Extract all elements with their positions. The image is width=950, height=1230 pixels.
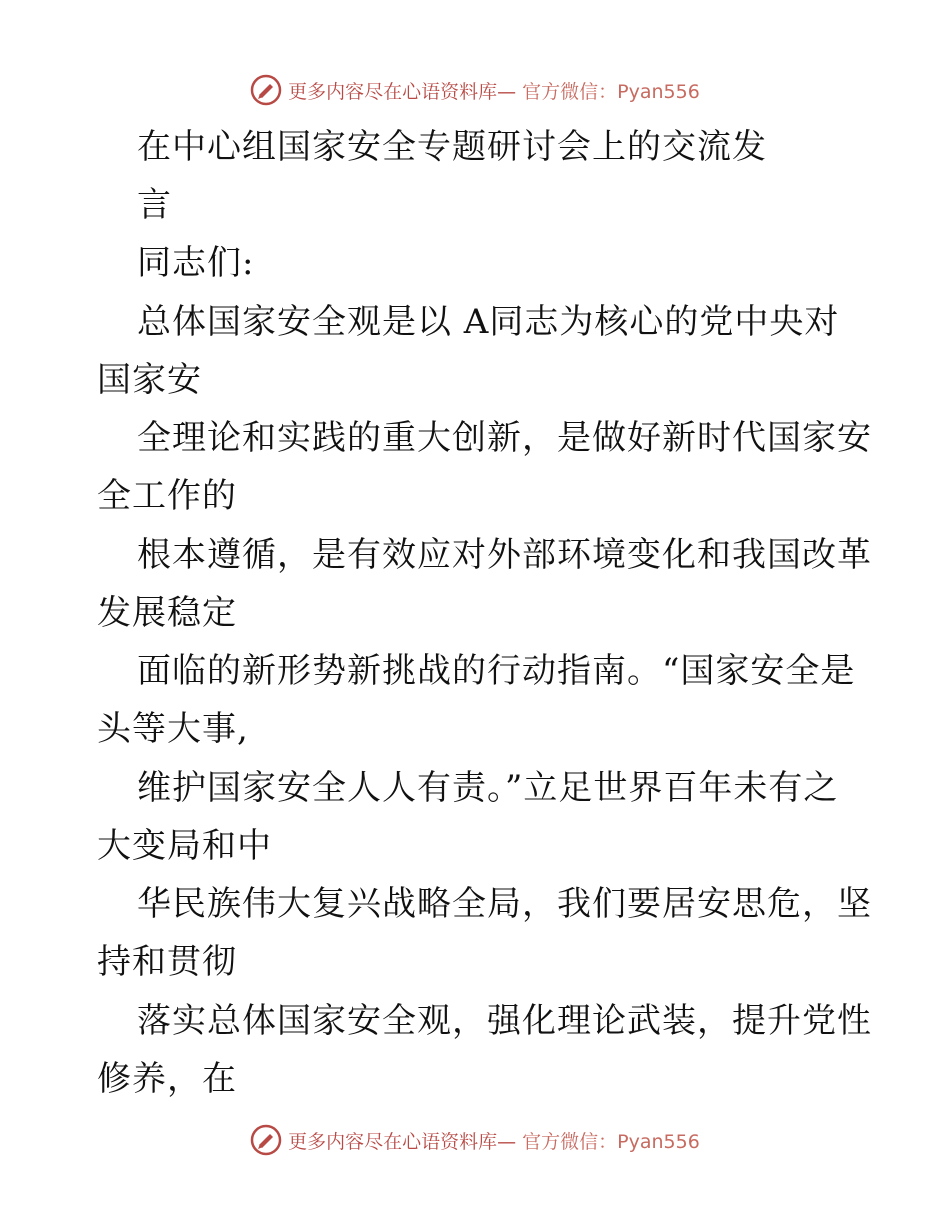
salutation: 同志们:	[137, 243, 255, 283]
text-line: 维护国家安全人人有责。”立足世界百年未有之	[137, 768, 839, 808]
text-line: 持和贯彻	[97, 942, 237, 982]
book-pen-logo-icon	[250, 74, 282, 106]
text-line: 总体国家安全观是以 A同志为核心的党中央对	[137, 302, 840, 342]
text-line: 修养，在	[97, 1059, 237, 1099]
text-line: 大变局和中	[97, 826, 272, 866]
footer-watermark-banner	[0, 1120, 950, 1160]
book-pen-logo-icon	[250, 1124, 282, 1156]
banner-text: 更多内容尽在心语资料库—	[288, 1130, 517, 1153]
header-watermark-banner	[0, 70, 950, 110]
text-line: 发展稳定	[97, 593, 237, 633]
text-line: 头等大事,	[97, 709, 249, 749]
text-line: 根本遵循，是有效应对外部环境变化和我国改革	[137, 535, 872, 575]
text-line: 国家安	[97, 360, 202, 400]
text-line: 面临的新形势新挑战的行动指南。“国家安全是	[137, 651, 856, 691]
text-line: 全工作的	[97, 476, 237, 516]
document-title-line-1: 在中心组国家安全专题研讨会上的交流发	[137, 127, 767, 167]
text-line: 华民族伟大复兴战略全局，我们要居安思危，坚	[137, 884, 872, 924]
document-title-line-2: 言	[137, 185, 172, 225]
banner-text: 更多内容尽在心语资料库—	[288, 80, 517, 103]
banner-wechat: 官方微信：Pyan556	[522, 80, 700, 103]
text-line: 全理论和实践的重大创新，是做好新时代国家安	[137, 418, 872, 458]
text-line: 落实总体国家安全观，强化理论武装，提升党性	[137, 1001, 872, 1041]
banner-wechat: 官方微信：Pyan556	[522, 1130, 700, 1153]
